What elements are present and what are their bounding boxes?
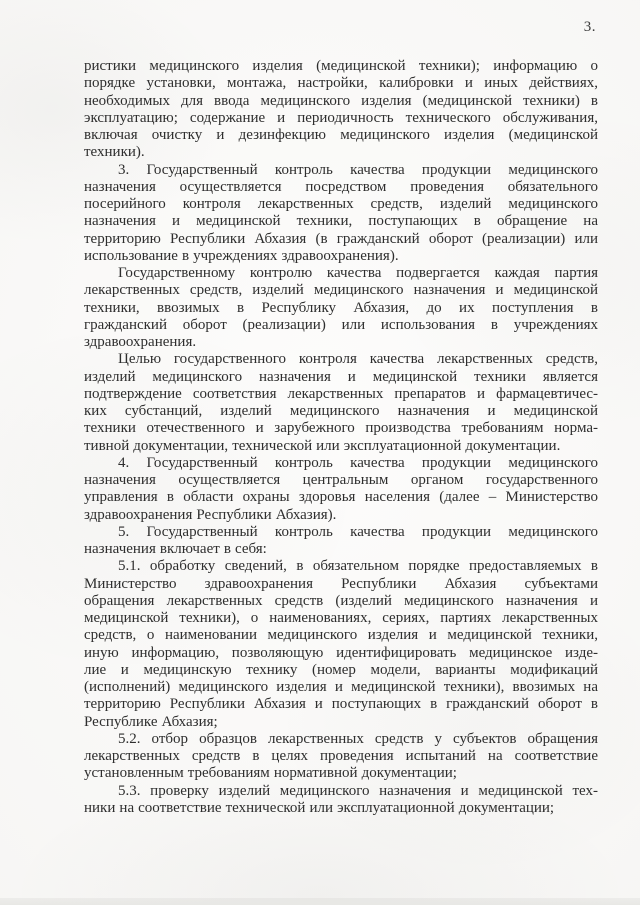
text-line: техники). — [84, 144, 145, 161]
text-line: лекарственных средств в целях проведения испытаний на соответствие — [84, 748, 598, 764]
text-line: Государственному контролю качества подвергается каждая партия — [118, 265, 598, 281]
text-line: назначения и медицинской техники, поступающих в обращение на — [84, 213, 598, 230]
text-line: медицинской техники), о наименованиях, сериях, партиях лекарственных — [84, 610, 598, 626]
text-line: управления в области охраны здоровья населения (далее – Министерство — [84, 489, 598, 506]
paragraph — [84, 265, 598, 351]
text-line: техники отечественного и зарубежного производства требованиям норма- — [84, 420, 598, 437]
paragraph — [84, 455, 598, 524]
text-line: подтверждение соответствия лекарственных препаратов и фармацевтичес- — [84, 385, 598, 402]
text-line: гражданский оборот (реализации) или использования в учреждениях — [84, 316, 598, 333]
text-line: лекарственных средств, изделий медицинского назначения и медицинской — [84, 282, 598, 299]
text-line: Республике Абхазия; — [84, 713, 218, 730]
text-line: посерийного контроля лекарственных средств, изделий медицинского — [84, 196, 598, 212]
text-line: ких субстанций, изделий медицинского назначения и медицинской — [84, 403, 598, 419]
page-number: 3. — [583, 19, 596, 35]
text-line: средств, о наименовании медицинского изделия и медицинской техники, — [84, 627, 598, 644]
text-line: территорию Республики Абхазия и поступающих в гражданский оборот в — [84, 696, 598, 713]
text-line: включая очистку и дезинфекцию медицинского изделия (медицинской — [84, 127, 598, 143]
text-line: порядке установки, монтажа, настройки, калибровки и иных действиях, — [84, 75, 598, 92]
text-line: (исполнений) медицинского изделия и медицинской техники), ввозимых на — [84, 679, 598, 695]
text-line: обращения лекарственных средств (изделий медицинского назначения и — [84, 592, 598, 609]
text-line: эксплуатацию; содержание и периодичность технического обслуживания, — [84, 109, 598, 126]
text-line: 3. Государственный контроль качества продукции медицинского — [118, 161, 598, 178]
document-body — [84, 58, 598, 817]
text-line: 4. Государственный контроль качества продукции медицинского — [118, 454, 598, 471]
text-line: техники, ввозимых в Республику Абхазия, до их поступления в — [84, 299, 598, 316]
text-line: территорию Республики Абхазия (в гражданский оборот (реализации) или — [84, 230, 598, 247]
paragraph — [84, 783, 598, 818]
text-line: Целью государственного контроля качества лекарственных средств, — [118, 351, 598, 368]
text-line: необходимых для ввода медицинского изделия (медицинской техники) в — [84, 92, 598, 109]
text-line: ники на соответствие технической или эксплуатационной документации; — [84, 799, 555, 816]
text-line: тивной документации, технической или эксплуатационной документации. — [84, 437, 561, 454]
scan-bottom-edge-shadow — [0, 898, 640, 905]
paragraph — [84, 558, 598, 731]
text-line: назначения осуществляется посредством проведения обязательного — [84, 178, 598, 195]
text-line: использование в учреждениях здравоохранения). — [84, 247, 399, 264]
text-line: лие и медицинскую технику (номер модели, варианты модификаций — [84, 661, 598, 678]
text-line: 5.1. обработку сведений, в обязательном порядке предоставляемых в — [118, 558, 598, 575]
text-line: здравоохранения. — [84, 334, 197, 350]
text-line: 5. Государственный контроль качества продукции медицинского — [118, 523, 598, 540]
text-line: Министерство здравоохранения Республики Абхазия субъектами — [84, 575, 598, 592]
text-line: 5.3. проверку изделий медицинского назначения и медицинской тех- — [118, 782, 598, 799]
text-line: установленным требованиям нормативной документации; — [84, 765, 457, 782]
text-line: здравоохранения Республики Абхазия). — [84, 506, 337, 523]
paragraph — [84, 351, 598, 455]
text-line: назначения включает в себя: — [84, 541, 267, 557]
text-line: иную информацию, позволяющую идентифицировать медицинское изде- — [84, 644, 598, 661]
text-line: назначения осуществляется центральным органом государственного — [84, 472, 598, 488]
paragraph — [84, 162, 598, 266]
text-line: изделий медицинского назначения и медицинской техники является — [84, 368, 598, 385]
text-line: ристики медицинского изделия (медицинской техники); информацию о — [84, 58, 598, 74]
text-line: 5.2. отбор образцов лекарственных средств у субъектов обращения — [118, 730, 598, 747]
paragraph — [84, 58, 598, 162]
paragraph — [84, 731, 598, 783]
paragraph — [84, 524, 598, 559]
